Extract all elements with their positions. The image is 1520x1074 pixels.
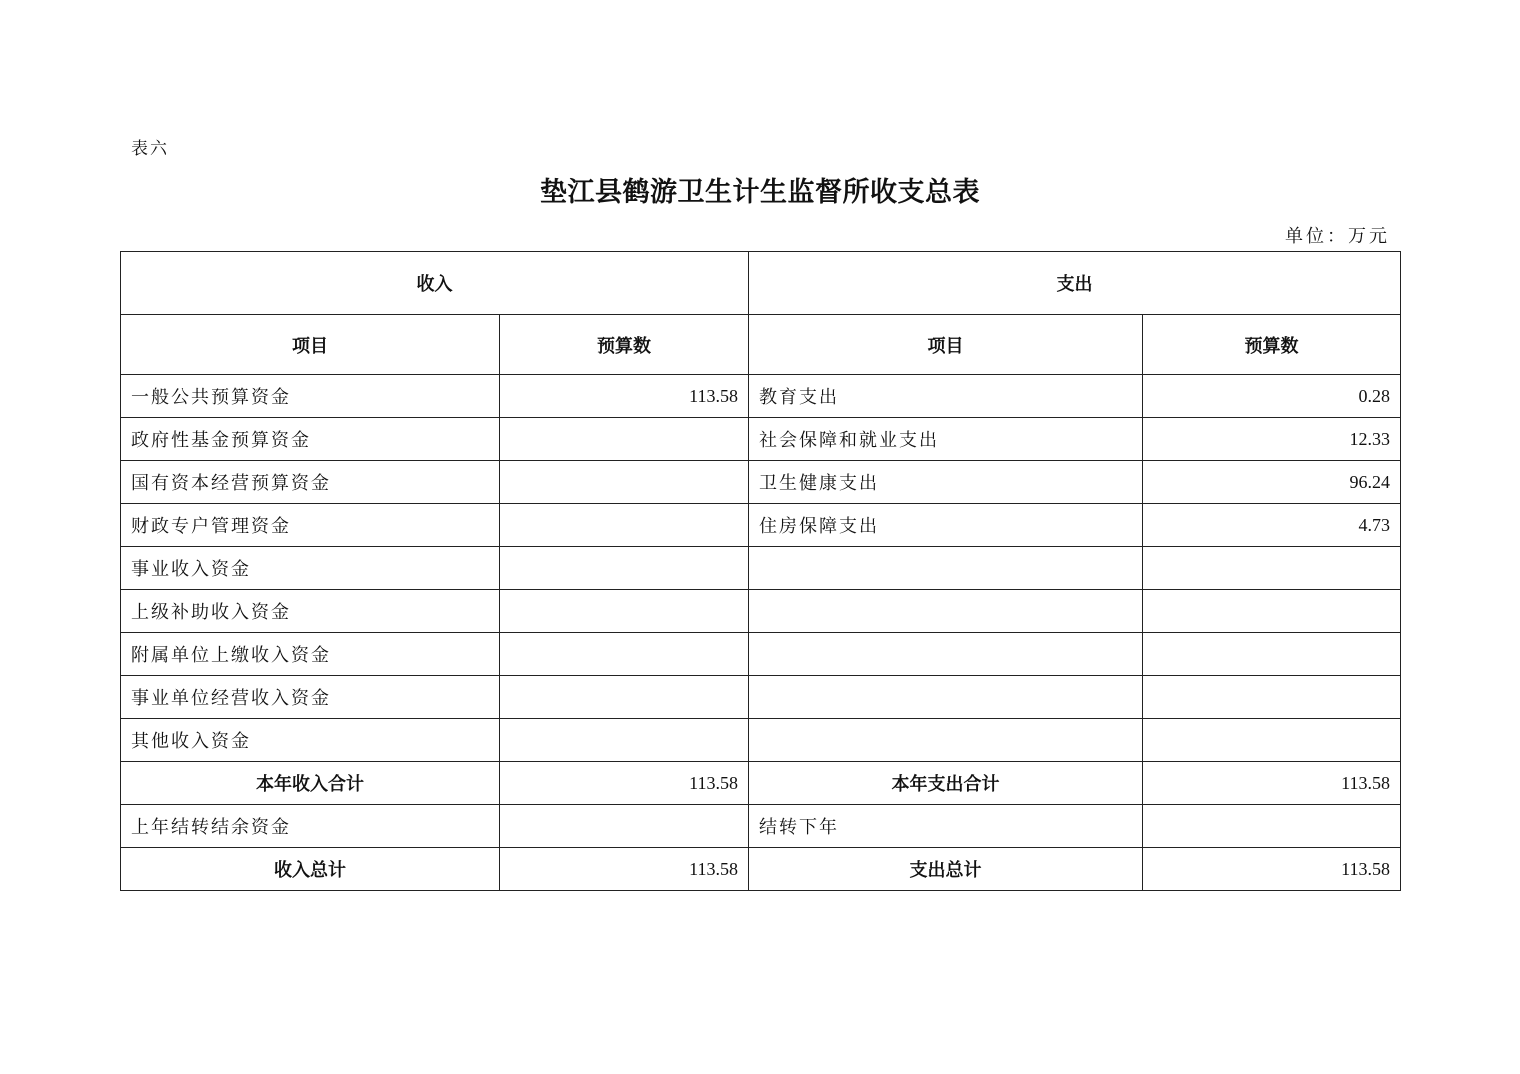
income-item-cell: 事业单位经营收入资金 [121,676,500,719]
expense-value-cell: 4.73 [1143,504,1401,547]
grand-expense-total-value: 113.58 [1143,848,1401,891]
expense-value-cell: 0.28 [1143,375,1401,418]
column-header-row [121,315,1401,375]
income-value-cell [500,547,749,590]
table-row [121,719,1401,762]
expense-value-cell [1143,633,1401,676]
income-item-cell: 国有资本经营预算资金 [121,461,500,504]
table-row [121,676,1401,719]
income-item-column-header: 项目 [121,315,500,375]
table-row [121,461,1401,504]
income-item-cell: 上级补助收入资金 [121,590,500,633]
carryover-income-value [500,805,749,848]
income-item-cell: 其他收入资金 [121,719,500,762]
year-expense-total-value: 113.58 [1143,762,1401,805]
year-income-total-label: 本年收入合计 [121,762,500,805]
expense-item-cell [749,590,1143,633]
expense-value-cell: 12.33 [1143,418,1401,461]
expense-item-cell: 社会保障和就业支出 [749,418,1143,461]
expense-value-cell [1143,590,1401,633]
income-value-cell [500,676,749,719]
expense-budget-column-header: 预算数 [1143,315,1401,375]
expense-item-cell [749,719,1143,762]
table-row [121,504,1401,547]
carryover-row [121,805,1401,848]
income-item-cell: 政府性基金预算资金 [121,418,500,461]
unit-label: 单位：万元 [1285,226,1390,247]
year-income-total-value: 113.58 [500,762,749,805]
section-header-row [121,252,1401,315]
income-value-cell: 113.58 [500,375,749,418]
income-item-cell: 财政专户管理资金 [121,504,500,547]
expense-item-cell [749,547,1143,590]
year-expense-total-label: 本年支出合计 [749,762,1143,805]
carryover-expense-value [1143,805,1401,848]
table-row [121,633,1401,676]
income-value-cell [500,719,749,762]
carryover-income-item: 上年结转结余资金 [121,805,500,848]
grand-income-total-value: 113.58 [500,848,749,891]
income-value-cell [500,461,749,504]
income-value-cell [500,590,749,633]
document-title: 垫江县鹤游卫生计生监督所收支总表 [540,177,980,208]
table-row [121,418,1401,461]
income-value-cell [500,633,749,676]
expense-item-cell: 住房保障支出 [749,504,1143,547]
table-row [121,375,1401,418]
expense-value-cell [1143,676,1401,719]
grand-expense-total-label: 支出总计 [749,848,1143,891]
expense-value-cell [1143,719,1401,762]
income-budget-column-header: 预算数 [500,315,749,375]
year-total-row [121,762,1401,805]
income-value-cell [500,504,749,547]
expense-value-cell [1143,547,1401,590]
carryover-expense-item: 结转下年 [749,805,1143,848]
expense-item-cell [749,633,1143,676]
income-item-cell: 事业收入资金 [121,547,500,590]
table-number-label: 表六 [131,139,169,159]
expense-item-cell: 卫生健康支出 [749,461,1143,504]
income-value-cell [500,418,749,461]
table-row [121,590,1401,633]
grand-income-total-label: 收入总计 [121,848,500,891]
expense-section-header: 支出 [749,252,1401,315]
expense-item-cell: 教育支出 [749,375,1143,418]
income-item-cell: 一般公共预算资金 [121,375,500,418]
budget-summary-table [120,251,1401,891]
table-row [121,547,1401,590]
expense-value-cell: 96.24 [1143,461,1401,504]
expense-item-cell [749,676,1143,719]
grand-total-row [121,848,1401,891]
income-section-header: 收入 [121,252,749,315]
expense-item-column-header: 项目 [749,315,1143,375]
income-item-cell: 附属单位上缴收入资金 [121,633,500,676]
